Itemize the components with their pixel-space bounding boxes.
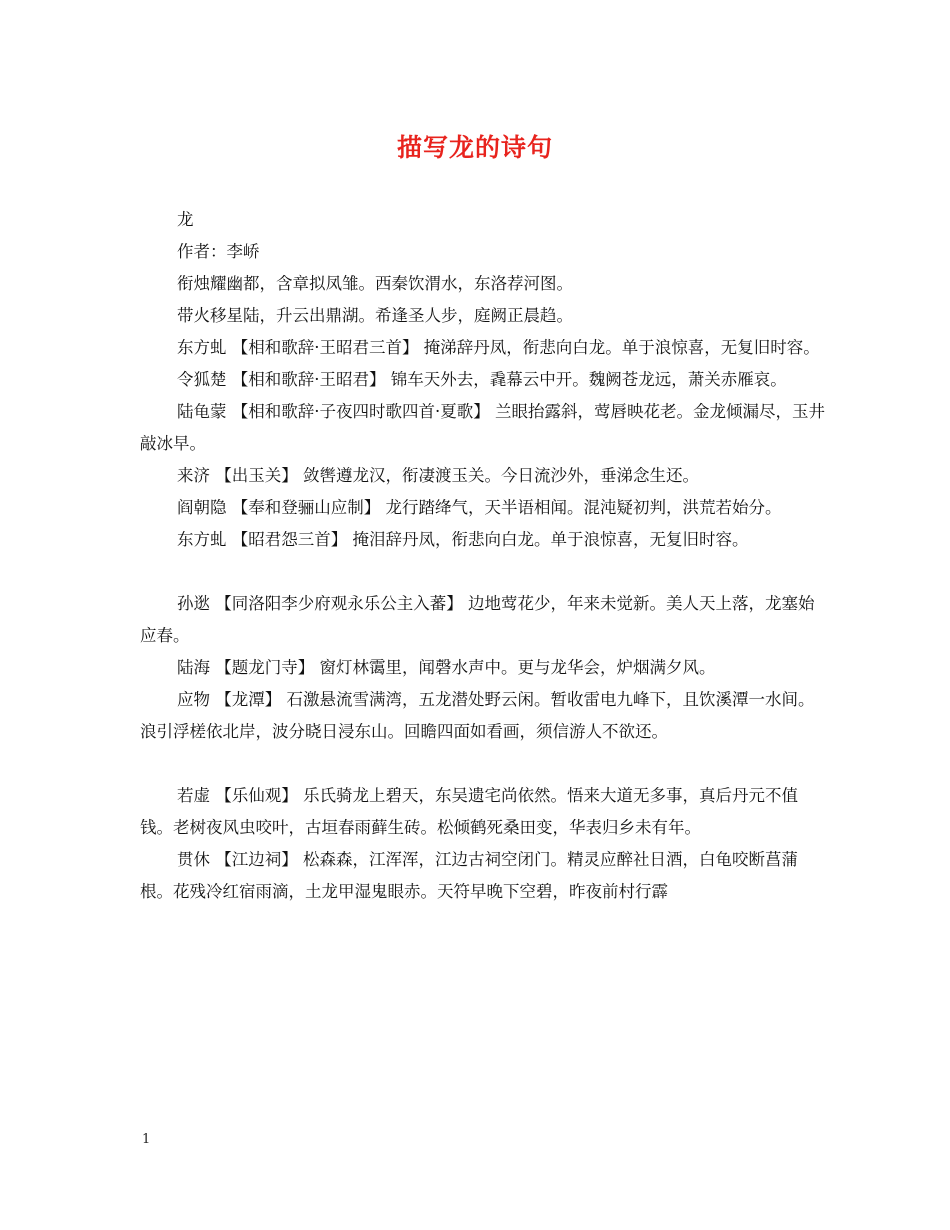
paragraph: 东方虬 【相和歌辞·王昭君三首】 掩涕辞丹凤，衔悲向白龙。单于浪惊喜，无复旧时容。 — [177, 338, 820, 357]
paragraph: 东方虬 【昭君怨三首】 掩泪辞丹凤，衔悲向白龙。单于浪惊喜，无复旧时容。 — [177, 530, 749, 549]
paragraph: 衔烛耀幽都，含章拟凤雏。西秦饮渭水，东洛荐河图。 — [177, 274, 573, 293]
paragraph: 阎朝隐 【奉和登骊山应制】 龙行踏绛气，天半语相闻。混沌疑初判，洪荒若始分。 — [177, 498, 782, 517]
paragraph: 作者：李峤 — [177, 242, 260, 261]
page-number: 1 — [142, 1132, 151, 1147]
blank-line — [140, 556, 825, 588]
poem-body — [140, 204, 825, 908]
paragraph: 孙逖 【同洛阳李少府观永乐公主入蕃】 边地莺花少，年来未觉新。美人天上落，龙塞始应春。 — [140, 594, 815, 645]
paragraph: 应物 【龙潭】 石激悬流雪满湾，五龙潜处野云闲。暂收雷电九峰下，且饮溪潭一水间。浪引浮槎依北岸，波分晓日浸东山。回瞻四面如看画，须信游人不欲还。 — [140, 690, 815, 741]
paragraph: 令狐楚 【相和歌辞·王昭君】 锦车天外去，毳幕云中开。魏阙苍龙远，萧关赤雁哀。 — [177, 370, 787, 389]
paragraph: 陆龟蒙 【相和歌辞·子夜四时歌四首·夏歌】 兰眼抬露斜，莺唇映花老。金龙倾漏尽，玉井敲冰早。 — [140, 402, 825, 453]
paragraph: 贯休 【江边祠】 松森森，江浑浑，江边古祠空闭门。精灵应醉社日酒，白龟咬断菖蒲根。花残冷红宿雨滴，土龙甲湿鬼眼赤。天符早晚下空碧，昨夜前村行霹 — [140, 850, 798, 901]
paragraph: 龙 — [177, 210, 194, 229]
paragraph: 带火移星陆，升云出鼎湖。希逢圣人步，庭阙正晨趋。 — [177, 306, 573, 325]
paragraph: 陆海 【题龙门寺】 窗灯林霭里，闻磬水声中。更与龙华会，炉烟满夕风。 — [177, 658, 716, 677]
blank-line — [140, 748, 825, 780]
document-title: 描写龙的诗句 — [396, 133, 553, 162]
paragraph: 来济 【出玉关】 敛辔遵龙汉，衔凄渡玉关。今日流沙外，垂涕念生还。 — [177, 466, 699, 485]
paragraph: 若虚 【乐仙观】 乐氏骑龙上碧天，东吴遗宅尚依然。悟来大道无多事，真后丹元不值钱。老树夜风虫咬叶，古垣春雨藓生砖。松倾鹤死桑田变，华表归乡未有年。 — [140, 786, 798, 837]
